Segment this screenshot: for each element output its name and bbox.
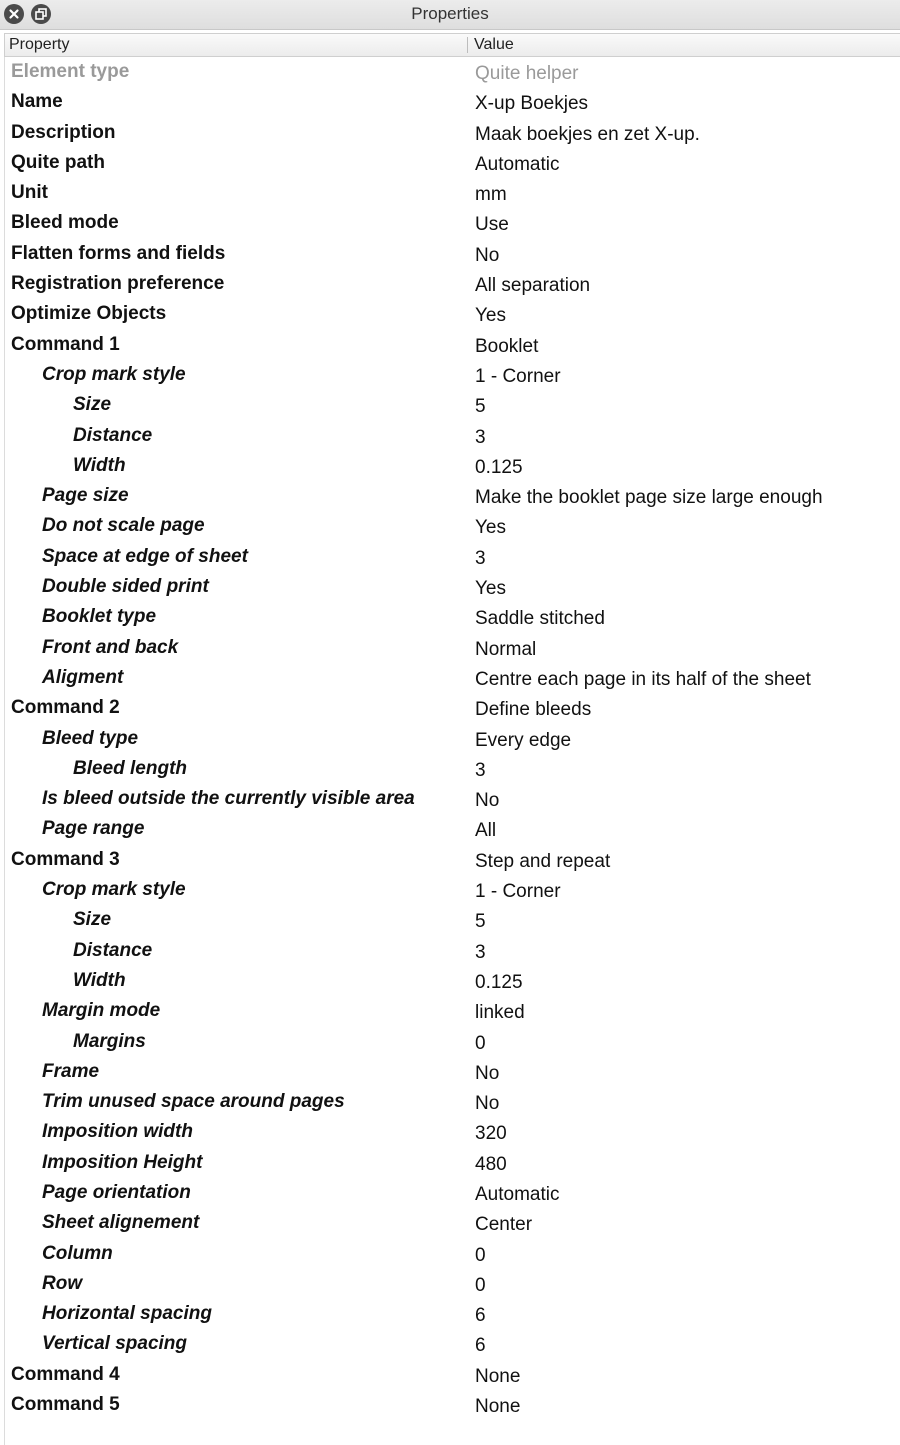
property-value[interactable]: 5 [475,911,486,933]
property-name: Bleed mode [11,212,119,234]
property-row[interactable] [4,1118,900,1148]
property-value[interactable]: No [475,244,500,266]
property-row[interactable] [4,149,900,179]
property-row[interactable] [4,361,900,391]
property-value[interactable]: linked [475,1002,525,1024]
property-row[interactable] [4,209,900,239]
property-row[interactable] [4,512,900,542]
property-name: Size [73,394,112,416]
property-value[interactable]: Yes [475,578,506,600]
property-name: Booklet type [42,606,157,628]
property-name: Optimize Objects [11,303,167,325]
property-value[interactable]: Define bleeds [475,699,592,721]
table-header [4,33,900,57]
property-row[interactable] [4,906,900,936]
property-row[interactable] [4,270,900,300]
property-name: Column [42,1242,113,1264]
property-value[interactable]: 0 [475,1274,486,1296]
property-row[interactable] [4,785,900,815]
property-value[interactable]: Saddle stitched [475,608,605,630]
property-name: Page size [42,485,129,507]
property-row[interactable] [4,543,900,573]
property-name: Aligment [42,666,124,688]
property-row[interactable] [4,1270,900,1300]
property-name: Horizontal spacing [42,1303,212,1325]
property-name: Bleed type [42,727,139,749]
column-divider[interactable] [467,37,468,53]
column-header-value[interactable]: Value [474,36,514,53]
property-value[interactable]: Every edge [475,729,572,751]
property-value[interactable]: 3 [475,941,486,963]
property-row[interactable] [4,937,900,967]
property-row[interactable] [4,1179,900,1209]
property-name: Quite path [11,151,105,173]
property-row[interactable] [4,422,900,452]
property-list [4,58,900,1421]
property-name: Row [42,1272,83,1294]
property-name: Double sided print [42,576,209,598]
property-value[interactable]: Center [475,1214,533,1236]
property-name: Command 2 [11,697,120,719]
property-name: Bleed length [73,757,188,779]
property-row[interactable] [4,1058,900,1088]
property-row[interactable] [4,331,900,361]
property-value[interactable]: 0 [475,1032,486,1054]
property-value[interactable]: No [475,790,500,812]
property-name: Crop mark style [42,879,186,901]
property-row[interactable] [4,603,900,633]
property-row[interactable] [4,240,900,270]
property-name: Crop mark style [42,363,186,385]
property-name: Is bleed outside the currently visible area [42,788,415,810]
property-row[interactable] [4,119,900,149]
property-value[interactable]: Yes [475,305,506,327]
property-value[interactable]: No [475,1093,500,1115]
property-value[interactable]: 1 - Corner [475,881,561,903]
property-name: Space at edge of sheet [42,545,248,567]
property-row[interactable] [4,452,900,482]
property-value[interactable]: 0.125 [475,971,523,993]
property-row[interactable] [4,1209,900,1239]
property-value[interactable]: No [475,1062,500,1084]
property-name: Element type [11,61,130,82]
property-name: Command 1 [11,333,120,355]
property-value[interactable]: Automatic [475,153,560,175]
property-name: Page orientation [42,1181,191,1203]
property-value[interactable]: Step and repeat [475,850,611,872]
property-value[interactable]: Centre each page in its half of the sheet [475,668,811,690]
property-row[interactable] [4,634,900,664]
property-value[interactable]: Maak boekjes en zet X-up. [475,123,700,145]
property-value[interactable]: mm [475,184,507,206]
property-value[interactable]: 5 [475,396,486,418]
property-row[interactable] [4,664,900,694]
property-name: Imposition width [42,1121,193,1143]
window-title: Properties [411,4,489,23]
property-name: Margins [73,1030,146,1052]
property-name: Name [11,91,63,113]
property-row[interactable] [4,1028,900,1058]
property-value[interactable]: 3 [475,426,486,448]
property-name: Width [73,454,126,476]
title-bar [0,0,900,30]
property-row[interactable] [4,482,900,512]
property-value[interactable]: 320 [475,1123,507,1145]
property-row[interactable] [4,846,900,876]
property-name: Command 3 [11,848,120,870]
property-name: Registration preference [11,273,225,295]
property-row[interactable] [4,1391,900,1421]
property-value[interactable]: Booklet [475,335,539,357]
property-row[interactable] [4,88,900,118]
property-name: Size [73,909,112,931]
property-row[interactable] [4,1149,900,1179]
property-value[interactable]: 480 [475,1153,507,1175]
property-name: Description [11,121,116,143]
property-row[interactable] [4,1361,900,1391]
property-value[interactable]: 6 [475,1305,486,1327]
property-row[interactable] [4,876,900,906]
property-row[interactable] [4,179,900,209]
property-name: Do not scale page [42,515,205,537]
property-value[interactable]: Automatic [475,1183,560,1205]
property-value[interactable]: 3 [475,759,486,781]
property-value[interactable]: Quite helper [475,63,579,84]
property-name: Vertical spacing [42,1333,188,1355]
property-name: Flatten forms and fields [11,242,226,264]
property-name: Command 4 [11,1363,120,1385]
property-name: Margin mode [42,1000,161,1022]
property-name: Unit [11,182,48,204]
property-row[interactable] [4,755,900,785]
property-name: Width [73,969,126,991]
property-row[interactable] [4,694,900,724]
property-row[interactable] [4,1330,900,1360]
property-name: Distance [73,424,153,446]
property-row[interactable] [4,58,900,88]
property-value[interactable]: None [475,1365,521,1387]
property-row[interactable] [4,1300,900,1330]
property-row[interactable] [4,1088,900,1118]
property-name: Trim unused space around pages [42,1091,345,1113]
property-name: Command 5 [11,1394,120,1416]
property-name: Sheet alignement [42,1212,200,1234]
property-value[interactable]: 1 - Corner [475,365,561,387]
property-value[interactable]: X-up Boekjes [475,93,589,115]
property-row[interactable] [4,300,900,330]
property-row[interactable] [4,391,900,421]
property-name: Imposition Height [42,1151,203,1173]
property-value[interactable]: 3 [475,547,486,569]
property-row[interactable] [4,815,900,845]
property-value[interactable]: 0 [475,1244,486,1266]
property-value[interactable]: All [475,820,497,842]
property-name: Front and back [42,636,179,658]
column-header-property[interactable]: Property [9,36,70,53]
property-value[interactable]: 6 [475,1335,486,1357]
property-name: Frame [42,1060,100,1082]
property-row[interactable] [4,997,900,1027]
property-name: Page range [42,818,145,840]
property-row[interactable] [4,725,900,755]
property-value[interactable]: Make the booklet page size large enough [475,487,823,509]
property-row[interactable] [4,1240,900,1270]
property-value[interactable]: Use [475,214,509,236]
property-value[interactable]: All separation [475,275,591,297]
property-row[interactable] [4,573,900,603]
property-value[interactable]: Yes [475,517,506,539]
property-value[interactable]: None [475,1396,521,1418]
property-value[interactable]: 0.125 [475,456,523,478]
property-name: Distance [73,939,153,961]
property-value[interactable]: Normal [475,638,537,660]
property-row[interactable] [4,967,900,997]
